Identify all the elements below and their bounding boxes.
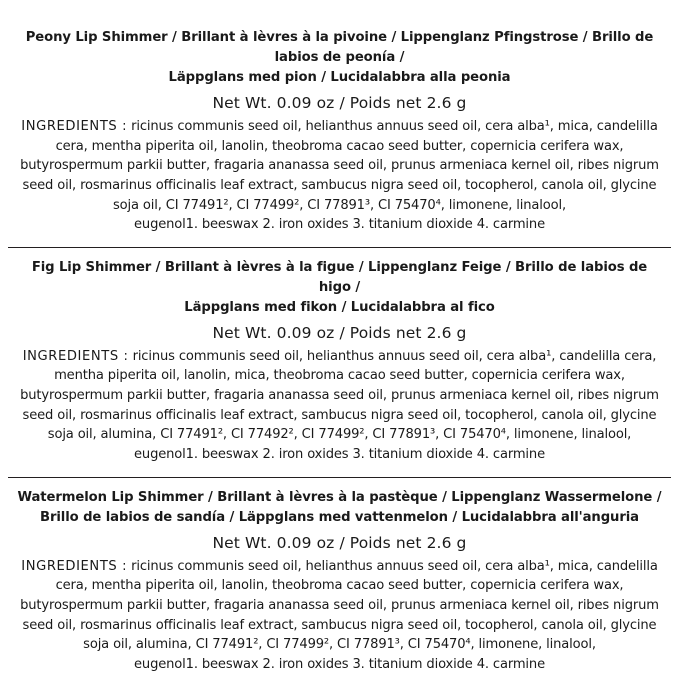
product-title-line-1: Watermelon Lip Shimmer / Brillant à lèvres à la pastèque / Lippenglanz Wassermelone / [17, 489, 662, 505]
net-weight: Net Wt. 0.09 oz / Poids net 2.6 g [212, 533, 467, 552]
ingredients-text: ricinus communis seed oil, helianthus annuus seed oil, cera alba¹, mica, candelilla cera, mentha piperita oil, lanolin, theobroma cacao seed butter, copernicia cerifera wax, butyrospermum parkii butter, fragaria ananassa seed oil, prunus armeniaca kernel oil, ribes nigrum seed oil, rosmarinus officinalis leaf extract, sambucus nigra seed oil, tocopherol, canola oil, glycine soja oil, alumina, CI 77491², CI 77499², CI 77891³, CI 75470⁴, limonene, linalool, eugenol [20, 558, 659, 672]
product-block-watermelon [8, 488, 671, 675]
section-divider [8, 247, 671, 248]
ingredients-footnotes: 1. beeswax 2. iron oxides 3. titanium dioxide 4. carmine [185, 656, 545, 672]
product-title [8, 28, 671, 88]
product-title-line-2: Läppglans med fikon / Lucidalabbra al fico [184, 299, 495, 315]
ingredients-list [8, 117, 671, 235]
ingredients-label: INGREDIENTS : [21, 558, 128, 574]
ingredients-footnotes: 1. beeswax 2. iron oxides 3. titanium dioxide 4. carmine [185, 217, 545, 233]
ingredients-label: INGREDIENTS : [22, 348, 129, 364]
ingredients-text: ricinus communis seed oil, helianthus annuus seed oil, cera alba¹, mica, candelilla cera, mentha piperita oil, lanolin, theobroma cacao seed butter, copernicia cerifera wax, butyrospermum parkii butter, fragaria ananassa seed oil, prunus armeniaca kernel oil, ribes nigrum seed oil, rosmarinus officinalis leaf extract, sambucus nigra seed oil, tocopherol, canola oil, glycine soja oil, CI 77491², CI 77499², CI 77891³, CI 75470⁴, limonene, linalool, eugenol [20, 118, 659, 233]
product-title [8, 488, 671, 528]
product-title [8, 258, 671, 318]
product-title-line-2: Brillo de labios de sandía / Läppglans med vattenmelon / Lucidalabbra all'anguria [40, 509, 639, 525]
ingredients-list [8, 557, 671, 675]
ingredients-text: ricinus communis seed oil, helianthus annuus seed oil, cera alba¹, candelilla cera, mentha piperita oil, lanolin, mica, theobroma cacao seed butter, copernicia cerifera wax, butyrospermum parkii butter, fragaria ananassa seed oil, prunus armeniaca kernel oil, ribes nigrum seed oil, rosmarinus officinalis leaf extract, sambucus nigra seed oil, tocopherol, canola oil, glycine soja oil, alumina, CI 77491², CI 77492², CI 77499², CI 77891³, CI 75470⁴, limonene, linalool, eugenol [20, 348, 659, 463]
ingredients-list [8, 347, 671, 465]
product-block-fig [8, 258, 671, 465]
product-block-peony [8, 28, 671, 235]
ingredients-label: INGREDIENTS : [21, 118, 128, 134]
product-title-line-2: Läppglans med pion / Lucidalabbra alla peonia [168, 70, 511, 86]
product-title-line-1: Peony Lip Shimmer / Brillant à lèvres à la pivoine / Lippenglanz Pfingstrose / Brillo de labios de peonía / [25, 30, 654, 66]
ingredients-footnotes: 1. beeswax 2. iron oxides 3. titanium dioxide 4. carmine [185, 447, 545, 463]
net-weight: Net Wt. 0.09 oz / Poids net 2.6 g [212, 94, 467, 113]
product-title-line-1: Fig Lip Shimmer / Brillant à lèvres à la figue / Lippenglanz Feige / Brillo de labios de higo / [31, 259, 648, 295]
net-weight: Net Wt. 0.09 oz / Poids net 2.6 g [212, 324, 467, 343]
section-divider [8, 477, 671, 478]
